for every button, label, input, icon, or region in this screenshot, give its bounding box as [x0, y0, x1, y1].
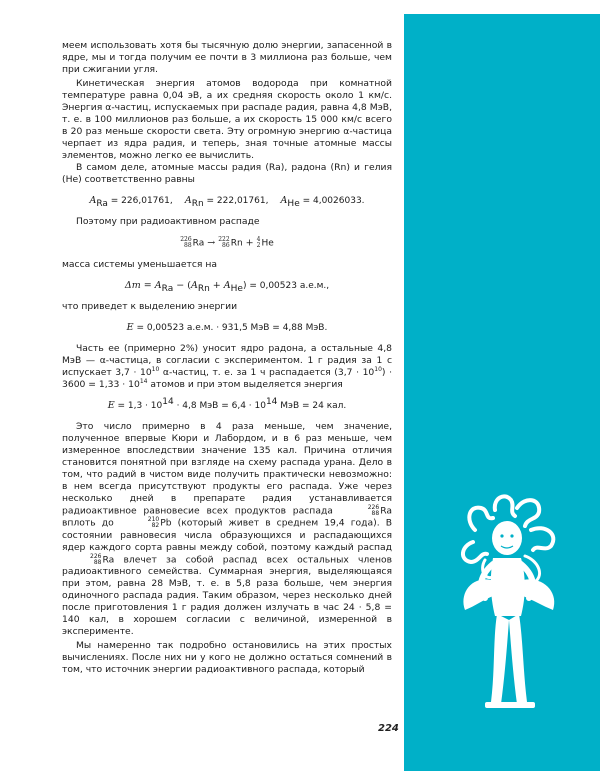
mythical-figure-illustration: [455, 490, 565, 715]
paragraph-atomic-masses: В самом деле, атомные массы радия (Ra), радона (Rn) и гелия (He) соответственно равны: [62, 162, 392, 185]
formula-mass-defect: $\Delta m = A_{Ra} - (A_{Rn} + A_{He}) = 0,00523$ а.е.м.,: [124, 279, 330, 294]
page-number: 224: [378, 723, 399, 734]
paragraph-kinetic-energy: Кинетическая энергия атомов водорода при комнатной температуре равна 0,04 эВ, а их средняя скорость около 1 км/с. Энергия α-частиц, испускаемых при распаде радия, равна 4,8 МэВ, т. е. в 100 миллионов раз больше, а их скорость 15 000 км/с всего в 20 раз меньше скорости света. Эту огромную энергию α-частица черпает из ядра радия, и теперь, зная точные атомные массы элементов, можно легко ее вычислить.: [62, 78, 392, 161]
paragraph-decay-intro: Поэтому при радиоактивном распаде: [76, 216, 260, 227]
paragraph-mass-decrease: масса системы уменьшается на: [62, 258, 218, 270]
paragraph-conclusion: Мы намеренно так подробно остановились на этих простых вычислениях. После них ни у кого не должно остаться сомнений в том, что источник энергии радиоактивного распада, который: [62, 640, 392, 675]
formula-atomic-masses: $A_{Ra} = 226,01761$, $A_{Rn} = 222,01761$, $A_{He} = 4,0026033$.: [89, 195, 365, 209]
body-text: [62, 40, 392, 676]
formula-decay-reaction: 226 88 Ra → 222 86 Rn + 4 2 He: [180, 236, 274, 249]
paragraph-energy-release: что приведет к выделению энергии: [62, 300, 238, 312]
formula-energy-hour: $E = 1,3 \cdot 10^{14} \cdot 4,8$ МэВ = $6,4 \cdot 10^{14}$ МэВ = 24 кал.: [107, 396, 347, 411]
paragraph-radon-share: Часть ее (примерно 2%) уносит ядро радона, а остальные 4,8 МэВ — α-частица, в согласии с экспериментом. 1 г радия за 1 с испускает $3,7 \cdot 10^{10}$ α-частиц, т. е. за 1 ч распадается $(3,7 \cdot 10^{10}) \cdot 3600 = 1,33 \cdot 10^{14}$ атомов и при этом выделяется энергия: [62, 342, 392, 390]
paragraph-continuation: меем использовать хотя бы тысячную долю энергии, запасенной в ядре, мы и тогда получим ее почти в 3 миллиона раз больше, чем при сжигании угля.: [62, 40, 392, 75]
formula-energy-single: E = 0,00523 а.е.м. · 931,5 МэВ = 4,88 МэВ.: [126, 321, 328, 333]
paragraph-curie-comparison: Это число примерно в 4 раза меньше, чем значение, полученное впервые Кюри и Лабордом, и в 6 раз меньше, чем измеренное впоследствии значение 135 кал. Причина отличия становится понятной при взгляде на схему распада урана. Дело в том, что радий в чистом виде получить практически невозможно: в нем всегда присутствуют продукты его распада. Уже через несколько дней в препарате радия устанавливается радиоактивное равновесие всех продуктов распада 226 88 Ra вплоть до 210 82 Pb (который живет в среднем 19,4 года). В состоянии равновесия числа образующихся и распадающихся ядер каждого сорта равны между собой, поэтому каждый распад 226 88 Ra влечет за собой распад всех остальных членов радиоактивного семейства. Суммарная энергия, выделяющаяся при этом, равна 28 МэВ, т. е. в 5,8 раза больше, чем энергия одиночного распада радия. Таким образом, через несколько дней после приготовления 1 г радия должен излучать в час 24 · 5,8 = 140 кал, в хорошем согласии с величиной, измеренной в эксперименте.: [62, 420, 392, 637]
